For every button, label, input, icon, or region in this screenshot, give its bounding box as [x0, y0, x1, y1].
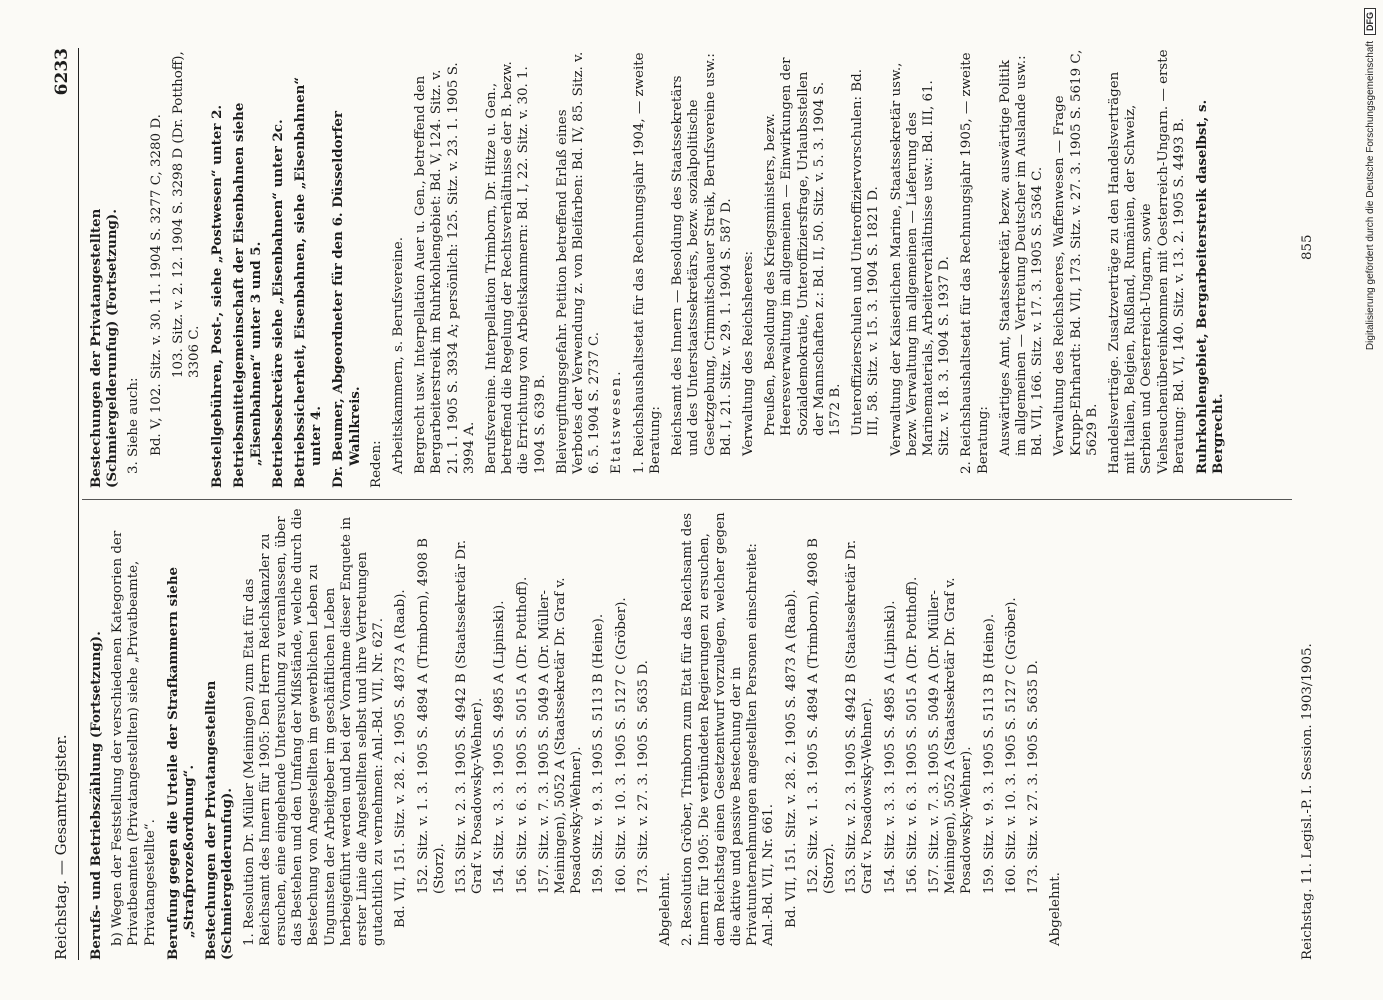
right-entry: Bestellgebühren, Post-, siehe „Postwesen“ unter 2.: [209, 104, 226, 488]
left-entry: b) Wegen der Feststellung der verschiedenen Kategorien der Privatbeamten (Privatangestellten) siehe „Privatbeamte, Privatangestellte“.: [110, 530, 158, 946]
left-entry: 157. Sitz. v. 7. 3. 1905 S. 5049 A (Dr. Müller-Meiningen), 5052 A (Staatssekretär Dr. Graf v. Posadowsky-Wehner).: [926, 577, 975, 894]
left-entry: 173. Sitz. v. 27. 3. 1905 S. 5635 D.: [635, 660, 651, 894]
left-entry: 160. Sitz. v. 10. 3. 1905 S. 5127 C (Gröber).: [1003, 597, 1019, 894]
left-entry: 152. Sitz. v. 1. 3. 1905 S. 4894 A (Trimborn), 4908 B (Storz).: [415, 538, 447, 894]
digitization-sidebar: [1360, 8, 1380, 992]
right-column: [88, 48, 1232, 488]
left-entry: 157. Sitz. v. 7. 3. 1905 S. 5049 A (Dr. Müller-Meiningen), 5052 A (Staatssekretär Dr. Graf v. Posadowsky-Wehner).: [536, 577, 585, 894]
right-entry: Bd. V, 102. Sitz. v. 30. 11. 1904 S. 3277 C, 3280 D.: [148, 114, 164, 456]
right-entry: Verwaltung der Kaiserlichen Marine, Staatssekretär usw., bezw. Verwaltung im allgemeinen — Lieferung des Marinematerials, Arbeiterverhältnisse usw.: Bd. III, 61. Sitz. v. 18. 3. 1904 S. 1937 D.: [888, 62, 953, 456]
running-head: Reichstag. — Gesamtregister.: [52, 734, 70, 960]
left-entry: Berufung gegen die Urteile der Strafkammern siehe „Strafprozeßordnung“.: [164, 566, 198, 960]
page-header: [52, 48, 76, 960]
left-entry: 173. Sitz. v. 27. 3. 1905 S. 5635 D.: [1025, 660, 1041, 894]
right-entry: Verwaltung des Reichsheeres, Waffenwesen — Frage Krupp-Ehrhardt: Bd. VII, 173. Sitz. v. 27. 3. 1905 S. 5619 C, 5629 B.: [1052, 49, 1100, 456]
right-entry: Betriebssekretäre siehe „Eisenbahnen“ unter 2c.: [269, 119, 286, 488]
left-entry: Bestechungen der Privatangestellten (Schmiergelderunfug).: [203, 680, 236, 960]
left-entry: 159. Sitz. v. 9. 3. 1905 S. 5113 B (Heine).: [981, 613, 997, 894]
digitization-note: Digitalisierung gefördert durch die Deutsche Forschungsgemeinschaft: [1364, 41, 1376, 351]
dfg-logo: DFG: [1364, 8, 1376, 35]
right-entry: Betriebsmittelgemeinschaft der Eisenbahnen siehe „Eisenbahnen“ unter 3 und 5.: [231, 102, 264, 488]
left-entry: 154. Sitz. v. 3. 3. 1905 S. 4985 A (Lipinski).: [492, 600, 508, 894]
left-entry: 156. Sitz. v. 6. 3. 1905 S. 5015 A (Dr. Potthoff).: [514, 576, 530, 894]
right-entry: 1. Reichshaushaltsetat für das Rechnungsjahr 1904, — zweite Beratung:: [631, 52, 663, 474]
session-footer: Reichstag. 11. Legisl.-P. I. Session. 1903/1905.: [1300, 643, 1315, 960]
right-entry: Auswärtiges Amt, Staatssekretär, bezw. auswärtige Politik im allgemeinen — Vertretung Deutscher im Auslande usw.: Bd. VII, 166. Sitz. v. 17. 3. 1905 S. 5364 C.: [997, 55, 1046, 456]
right-entry: Dr. Beumer, Abgeordneter für den 6. Düsseldorfer Wahlkreis.: [330, 111, 363, 488]
header-rule: [78, 48, 79, 960]
left-entry: 159. Sitz. v. 9. 3. 1905 S. 5113 B (Heine).: [591, 613, 607, 894]
right-entry: Verwaltung des Reichsheeres:: [740, 250, 756, 456]
left-column: [88, 508, 1070, 960]
right-entry: Unteroffizierschulen und Unteroffiziervorschulen: Bd. III, 58. Sitz. v. 15. 3. 1904 S. 1821 D.: [850, 69, 882, 436]
left-entry: 1. Resolution Dr. Müller (Meiningen) zum Etat für das Reichsamt des Innern für 1905: Den Herrn Reichskanzler zu ersuchen, eine eingehende Untersuchung zu veranlassen, über das Bestehen und den Umfang der Mißstände, welche durch die Bestechung von Angestellten im gewerblichen Leben zu Ungunsten der Arbeitgeber im geschäftlichen Leben herbeigeführt werden und bei der Vornahme dieser Enquete in erster Linie die Angestellten selbst und ihre Vertretungen gutachtlich zu vernehmen: Anl.-Bd. VII, Nr. 627.: [241, 508, 387, 946]
right-entry: Reden:: [368, 440, 384, 488]
left-entry: Berufs- und Betriebszählung (Fortsetzung).: [88, 631, 104, 960]
right-entry: Bleivergiftungsgefahr. Petition betreffend Erlaß eines Verbotes der Verwendung z. von Bleifarben: Bd. IV, 85. Sitz. v. 6. 5. 1904 S. 2737 C.: [554, 51, 603, 474]
left-entry: 154. Sitz. v. 3. 3. 1905 S. 4985 A (Lipinski).: [882, 600, 898, 894]
right-entry: Berufsvereine. Interpellation Trimborn, Dr. Hitze u. Gen., betreffend die Regelung der Rechtsverhältnisse der B. bezw. die Errichtung von Arbeitskammern: Bd. I, 22. Sitz. v. 30. 1. 1904 S. 639 B.: [484, 61, 548, 474]
column-divider: [82, 499, 1292, 500]
right-entry: Handelsverträge. Zusatzverträge zu den Handelsverträgen mit Italien, Belgien, Rußland, Rumänien, der Schweiz, Serbien und Oesterreich-Ungarn, sowie Viehseuchenübereinkommen mit Oesterreich-Ungarn. — erste Beratung: Bd. VI, 140. Sitz. v. 13. 2. 1905 S. 4493 B.: [1106, 49, 1187, 474]
right-entry: 3. Siehe auch:: [126, 377, 142, 474]
signature-page-number: 855: [1300, 234, 1315, 260]
right-entry: Bergrecht usw. Interpellation Auer u. Gen., betreffend den Bergarbeiterstreik im Ruhrkohlengebiet: Bd. V, 124. Sitz. v. 21. 1. 1905 S. 3934 A; persönlich: 125. Sitz. v. 23. 1. 1905 S. 3994 A.: [413, 62, 477, 474]
right-entry: Arbeitskammern, s. Berufsvereine.: [391, 237, 407, 474]
page-number: 6233: [52, 48, 72, 96]
left-entry: Bd. VII, 151. Sitz. v. 28. 2. 1905 S. 4873 A (Raab).: [783, 589, 799, 928]
right-entry: Preußen, Besoldung des Kriegsministers, bezw. Heeresverwaltung im allgemeinen — Einwirkungen der Sozialdemokratie, Unteroffiziersfrage, Urlaubsstellen der Mannschaften z.: Bd. II, 50. Sitz. v. 5. 3. 1904 S. 1572 B.: [763, 57, 843, 436]
right-entry: Etatswesen.: [609, 369, 625, 474]
left-entry: 153. Sitz. v. 2. 3. 1905 S. 4942 B (Staatssekretär Dr. Graf v. Posadowsky-Wehner).: [454, 539, 486, 894]
right-entry: 2. Reichshaushaltsetat für das Rechnungsjahr 1905, — zweite Beratung:: [959, 52, 991, 474]
right-entry: Ruhrkohlengebiet, Bergarbeiterstreik daselbst, s. Bergrecht.: [1193, 99, 1227, 474]
left-entry: Bd. VII, 151. Sitz. v. 28. 2. 1905 S. 4873 A (Raab).: [393, 589, 409, 928]
left-entry: 153. Sitz. v. 2. 3. 1905 S. 4942 B (Staatssekretär Dr. Graf v. Posadowsky-Wehner).: [844, 539, 876, 894]
left-entry: Abgelehnt.: [658, 872, 674, 946]
right-entry: Betriebssicherheit, Eisenbahnen, siehe „Eisenbahnen“ unter 4.: [292, 76, 325, 488]
right-entry: 103. Sitz. v. 2. 12. 1904 S. 3298 D (Dr. Potthoff), 3306 C.: [170, 51, 203, 378]
left-entry: 160. Sitz. v. 10. 3. 1905 S. 5127 C (Gröber).: [613, 597, 629, 894]
left-entry: 152. Sitz. v. 1. 3. 1905 S. 4894 A (Trimborn), 4908 B (Storz).: [805, 538, 837, 894]
right-entry: Bestechungen der Privatangestellten (Schmiergelderunfug) (Fortsetzung).: [88, 208, 121, 488]
left-entry: Abgelehnt.: [1048, 872, 1064, 946]
right-entry: Reichsamt des Innern — Besoldung des Staatssekretärs und des Unterstaatssekretärs, bezw. sozialpolitische Gesetzgebung, Crimmitschauer Streik, Berufsvereine usw.: Bd. I, 21. Sitz. v. 29. 1. 1904 S. 587 D.: [670, 53, 734, 456]
left-entry: 156. Sitz. v. 6. 3. 1905 S. 5015 A (Dr. Potthoff).: [904, 576, 920, 894]
left-entry: 2. Resolution Gröber, Trimborn zum Etat für das Reichsamt des Innern für 1905: Die verbündeten Regierungen zu ersuchen, dem Reichstag einen Gesetzentwurf vorzulegen, welcher gegen die aktive und passive Bestechung der in Privatunternehmungen angestellten Personen einschreitet: Anl.-Bd. VII, Nr. 661.: [680, 512, 777, 946]
